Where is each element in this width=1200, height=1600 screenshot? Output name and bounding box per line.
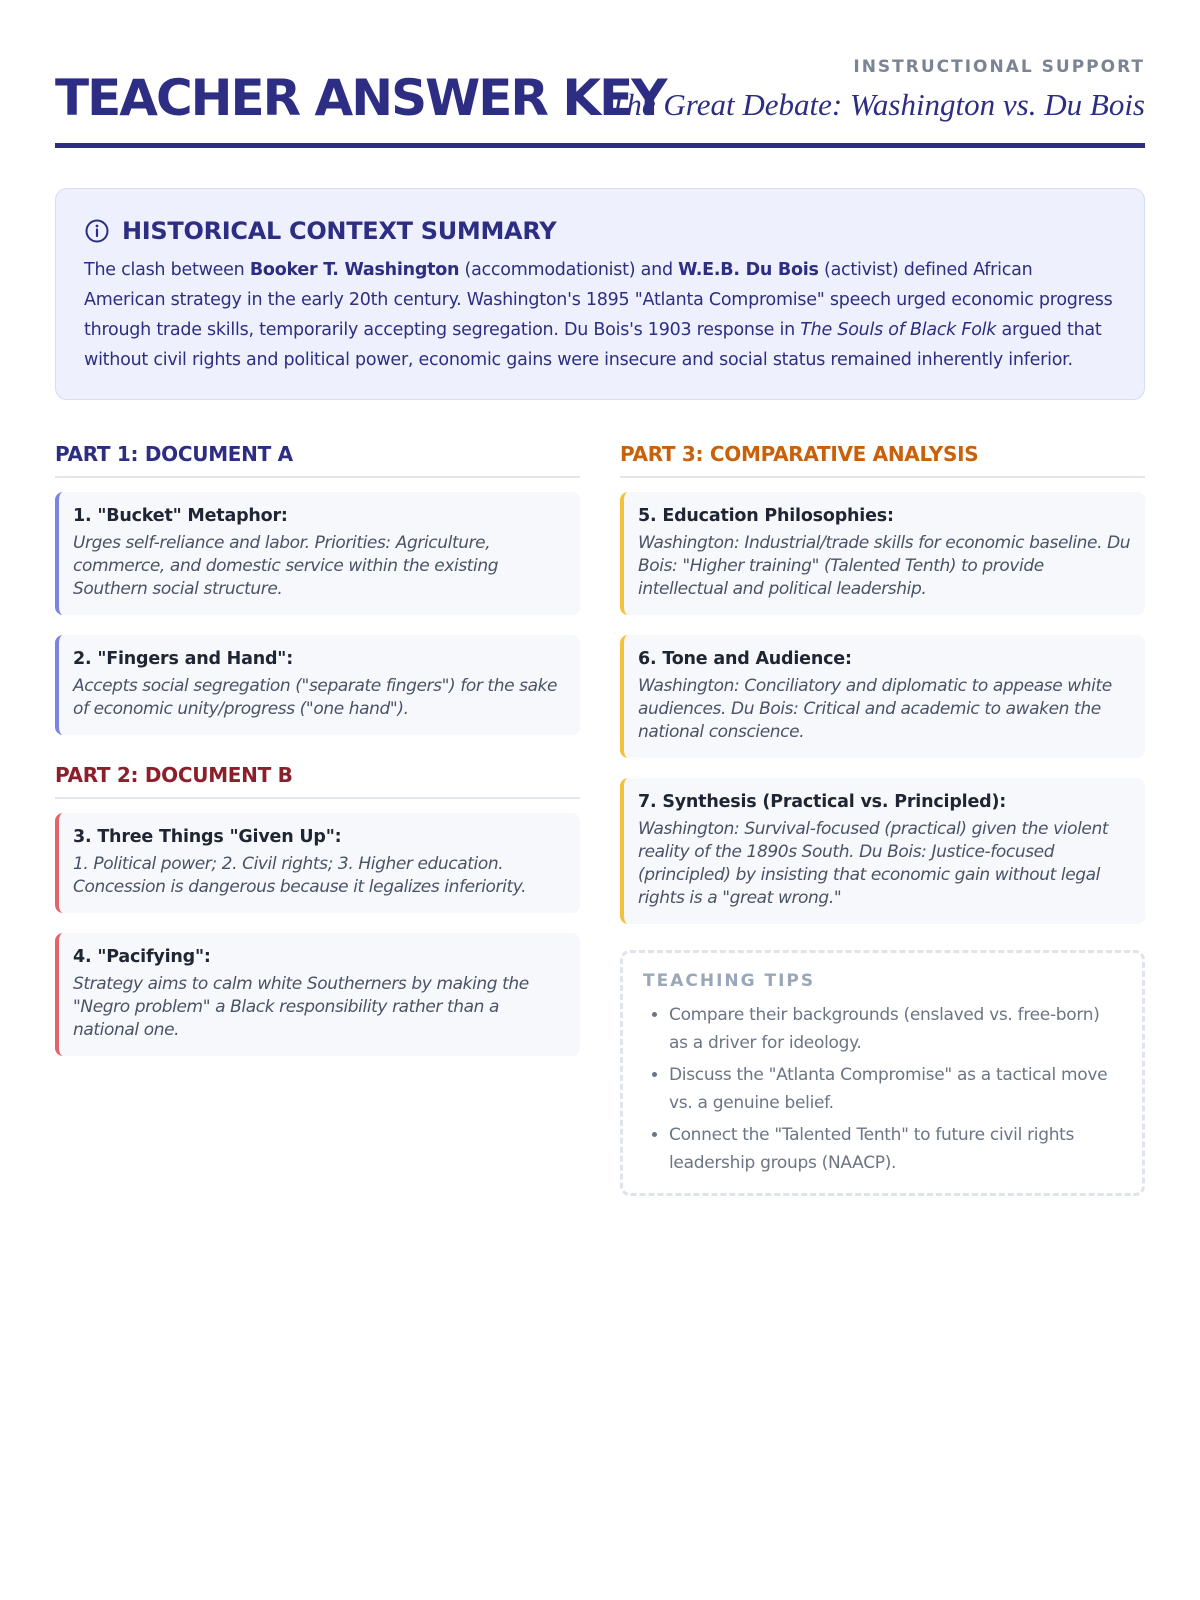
answer-columns <box>55 442 1145 1196</box>
page-subtitle: The Great Debate: Washington vs. Du Bois <box>609 87 1145 122</box>
answer-2: Accepts social segregation ("separate fingers") for the sake of economic unity/progress ("one hand"). <box>73 676 558 719</box>
answer-card-1 <box>55 492 580 615</box>
part1-title: PART 1: DOCUMENT A <box>55 442 580 478</box>
part3-title: PART 3: COMPARATIVE ANALYSIS <box>620 442 1145 478</box>
context-heading-row <box>84 217 1116 245</box>
context-name-dubois: W.E.B. Du Bois <box>678 260 819 280</box>
question-2: 2. "Fingers and Hand": <box>73 649 294 669</box>
question-6: 6. Tone and Audience: <box>638 649 852 669</box>
answer-card-7 <box>620 778 1145 924</box>
answer-3: 1. Political power; 2. Civil rights; 3. Higher education. Concession is dangerous because it legalizes inferiority. <box>73 854 527 897</box>
teaching-tip: • Discuss the "Atlanta Compromise" as a tactical move vs. a genuine belief. <box>669 1061 1122 1117</box>
context-text-2: (accommodationist) and <box>459 260 679 280</box>
question-1: 1. "Bucket" Metaphor: <box>73 506 288 526</box>
left-column <box>55 442 580 1196</box>
teaching-tips-box <box>620 950 1145 1196</box>
context-book-title: The Souls of Black Folk <box>800 320 997 340</box>
page-title: TEACHER ANSWER KEY <box>55 69 666 127</box>
context-text-1: The clash between <box>84 260 250 280</box>
historical-context-box <box>55 188 1145 400</box>
answer-7: Washington: Survival-focused (practical) given the violent reality of the 1890s South. Du Bois: Justice-focused (principled) by insisting that economic gain without legal rights is a "great wrong." <box>638 819 1109 908</box>
answer-card-5 <box>620 492 1145 615</box>
context-text-4: argued that without civil rights and political power, economic gains were insecure and social status remained inherently inferior. <box>84 320 1102 370</box>
question-5: 5. Education Philosophies: <box>638 506 894 526</box>
question-7: 7. Synthesis (Practical vs. Principled): <box>638 792 1007 812</box>
answer-card-6 <box>620 635 1145 758</box>
answer-1: Urges self-reliance and labor. Priorities: Agriculture, commerce, and domestic service within the existing Southern social structure. <box>73 533 499 599</box>
answer-card-2 <box>55 635 580 735</box>
teaching-tips-list <box>643 1001 1122 1177</box>
context-summary <box>84 255 1116 375</box>
answer-6: Washington: Conciliatory and diplomatic to appease white audiences. Du Bois: Critical and academic to awaken the national conscience. <box>638 676 1112 742</box>
right-column <box>620 442 1145 1196</box>
answer-card-4 <box>55 933 580 1056</box>
teaching-tip: • Compare their backgrounds (enslaved vs. free-born) as a driver for ideology. <box>669 1001 1122 1057</box>
question-4: 4. "Pacifying": <box>73 947 211 967</box>
context-heading: HISTORICAL CONTEXT SUMMARY <box>122 217 557 245</box>
answer-card-3 <box>55 813 580 913</box>
info-icon <box>84 218 110 244</box>
context-text-3: (activist) defined African American strategy in the early 20th century. Washington's 1895 "Atlanta Compromise" speech urged economic progress through trade skills, temporarily accepting segregation. Du Bois's 1903 response in <box>84 260 1113 340</box>
answer-5: Washington: Industrial/trade skills for economic baseline. Du Bois: "Higher training" (Talented Tenth) to provide intellectual and political leadership. <box>638 533 1131 599</box>
page-header <box>55 55 1145 148</box>
teaching-tips-title: TEACHING TIPS <box>643 971 816 991</box>
part2-title: PART 2: DOCUMENT B <box>55 763 580 799</box>
context-name-washington: Booker T. Washington <box>249 260 460 280</box>
answer-4: Strategy aims to calm white Southerners by making the "Negro problem" a Black responsibility rather than a national one. <box>73 974 529 1040</box>
header-eyebrow: INSTRUCTIONAL SUPPORT <box>853 57 1145 77</box>
teaching-tip: • Connect the "Talented Tenth" to future civil rights leadership groups (NAACP). <box>669 1121 1122 1177</box>
question-3: 3. Three Things "Given Up": <box>73 827 342 847</box>
